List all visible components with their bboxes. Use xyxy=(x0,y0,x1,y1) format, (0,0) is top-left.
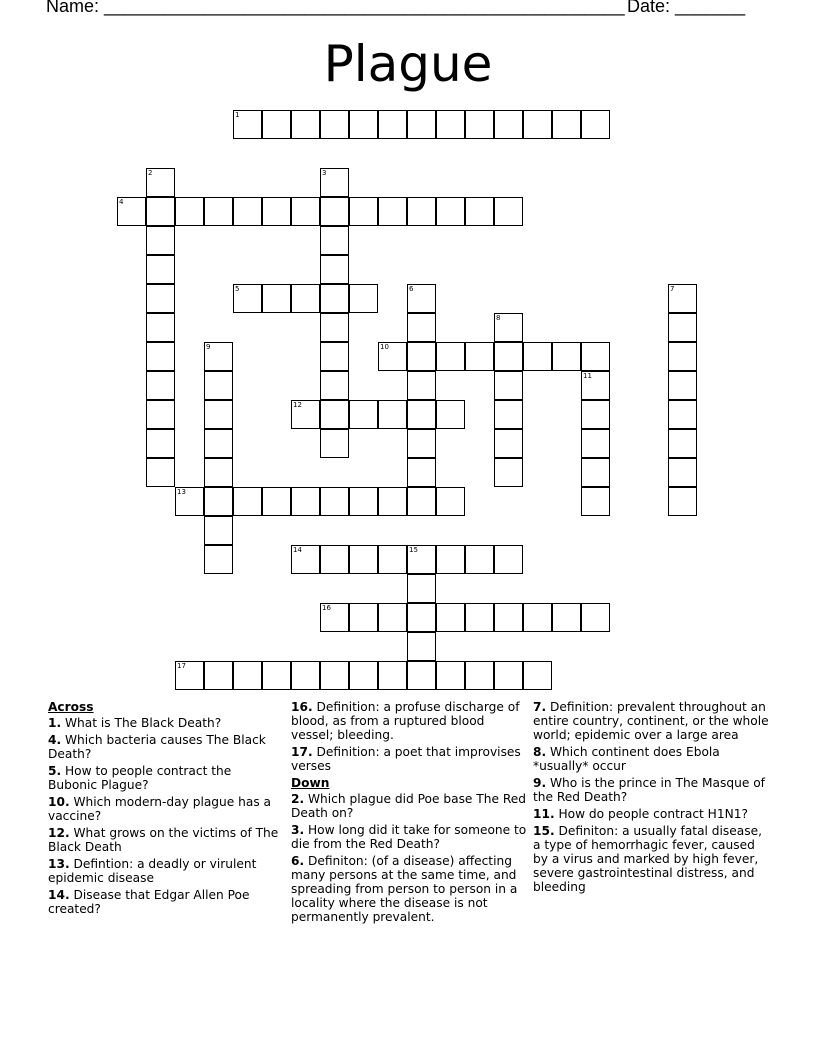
grid-cell[interactable] xyxy=(291,284,320,313)
grid-cell[interactable] xyxy=(117,197,146,226)
grid-cell[interactable] xyxy=(320,429,349,458)
grid-cell[interactable] xyxy=(146,168,175,197)
clue-number: 16 xyxy=(322,604,331,612)
grid-cell[interactable] xyxy=(407,313,436,342)
clue-number: 5 xyxy=(235,285,240,293)
grid-cell[interactable] xyxy=(204,197,233,226)
grid-cell[interactable] xyxy=(349,110,378,139)
grid-cell[interactable] xyxy=(668,284,697,313)
grid-cell[interactable] xyxy=(407,603,436,632)
page-title: Plague xyxy=(323,35,493,93)
clue-across-17: 17. Definition: a poet that improvises verses xyxy=(291,745,521,773)
grid-cell[interactable] xyxy=(465,661,494,690)
grid-cell[interactable] xyxy=(204,371,233,400)
clue-number: 4 xyxy=(119,198,124,206)
grid-cell[interactable] xyxy=(291,487,320,516)
grid-cell[interactable] xyxy=(262,197,291,226)
clue-across-13: 13. Defintion: a deadly or virulent epidemic disease xyxy=(48,857,257,885)
clue-number: 17 xyxy=(177,662,186,670)
clue-number: 1 xyxy=(235,111,240,119)
grid-cell[interactable] xyxy=(204,458,233,487)
grid-cell[interactable] xyxy=(465,545,494,574)
grid-cell[interactable] xyxy=(494,661,523,690)
grid-cell[interactable] xyxy=(378,342,407,371)
clue-number: 7 xyxy=(670,285,675,293)
grid-cell[interactable] xyxy=(291,400,320,429)
grid-cell[interactable] xyxy=(262,284,291,313)
grid-cell[interactable] xyxy=(407,458,436,487)
clue-across-10: 10. Which modern-day plague has a vaccine? xyxy=(48,795,272,823)
grid-cell[interactable] xyxy=(465,603,494,632)
grid-cell[interactable] xyxy=(581,603,610,632)
date-field[interactable]: Date: _______ xyxy=(627,0,746,16)
grid-cell[interactable] xyxy=(552,603,581,632)
clue-across-16: 16. Definition: a profuse discharge of blood, as from a ruptured blood vessel; bleeding. xyxy=(291,700,520,742)
grid-cell[interactable] xyxy=(146,226,175,255)
grid-cell[interactable] xyxy=(436,487,465,516)
clue-number: 15 xyxy=(409,546,418,554)
grid-cell[interactable] xyxy=(291,197,320,226)
grid-cell[interactable] xyxy=(465,342,494,371)
grid-cell[interactable] xyxy=(262,661,291,690)
grid-cell[interactable] xyxy=(407,429,436,458)
grid-cell[interactable] xyxy=(320,400,349,429)
grid-cell[interactable] xyxy=(320,371,349,400)
grid-cell[interactable] xyxy=(581,458,610,487)
grid-cell[interactable] xyxy=(233,487,262,516)
grid-cell[interactable] xyxy=(581,110,610,139)
grid-cell[interactable] xyxy=(494,603,523,632)
clue-number: 14 xyxy=(293,546,302,554)
clue-across-1: 1. What is The Black Death? xyxy=(48,716,222,730)
grid-cell[interactable] xyxy=(378,197,407,226)
grid-cell[interactable] xyxy=(378,661,407,690)
grid-cell[interactable] xyxy=(436,545,465,574)
clue-number: 11 xyxy=(583,372,592,380)
name-field[interactable]: Name: ____________________________________________________ xyxy=(46,0,625,16)
grid-cell[interactable] xyxy=(146,342,175,371)
grid-cell[interactable] xyxy=(494,400,523,429)
grid-cell[interactable] xyxy=(378,400,407,429)
grid-cell[interactable] xyxy=(523,110,552,139)
grid-cell[interactable] xyxy=(407,487,436,516)
grid-cell[interactable] xyxy=(494,197,523,226)
grid-cell[interactable] xyxy=(291,661,320,690)
grid-cell[interactable] xyxy=(407,545,436,574)
grid-cell[interactable] xyxy=(146,313,175,342)
grid-cell[interactable] xyxy=(494,545,523,574)
grid-cell[interactable] xyxy=(523,661,552,690)
clue-down-2: 2. Which plague did Poe base The Red Death on? xyxy=(291,792,526,820)
clue-across-5: 5. How to people contract the Bubonic Plague? xyxy=(48,764,232,792)
grid-cell[interactable] xyxy=(378,487,407,516)
grid-cell[interactable] xyxy=(349,284,378,313)
grid-cell[interactable] xyxy=(407,574,436,603)
grid-cell[interactable] xyxy=(146,255,175,284)
down-heading: Down xyxy=(291,776,330,790)
grid-cell[interactable] xyxy=(378,110,407,139)
grid-cell[interactable] xyxy=(146,284,175,313)
grid-cell[interactable] xyxy=(436,342,465,371)
grid-cell[interactable] xyxy=(320,197,349,226)
clue-across-12: 12. What grows on the victims of The Black Death xyxy=(48,826,279,854)
clue-down-3: 3. How long did it take for someone to die from the Red Death? xyxy=(291,823,527,851)
grid-cell[interactable] xyxy=(204,487,233,516)
clue-across-4: 4. Which bacteria causes The Black Death? xyxy=(48,733,266,761)
grid-cell[interactable] xyxy=(494,458,523,487)
grid-cell[interactable] xyxy=(233,197,262,226)
grid-cell[interactable] xyxy=(233,110,262,139)
grid-cell[interactable] xyxy=(581,429,610,458)
grid-cell[interactable] xyxy=(494,110,523,139)
grid-cell[interactable] xyxy=(494,371,523,400)
grid-cell[interactable] xyxy=(436,400,465,429)
grid-cell[interactable] xyxy=(233,661,262,690)
grid-cell[interactable] xyxy=(233,284,262,313)
grid-cell[interactable] xyxy=(494,429,523,458)
grid-cell[interactable] xyxy=(175,197,204,226)
grid-cell[interactable] xyxy=(349,661,378,690)
grid-cell[interactable] xyxy=(320,110,349,139)
grid-cell[interactable] xyxy=(349,603,378,632)
grid-cell[interactable] xyxy=(204,342,233,371)
grid-cell[interactable] xyxy=(320,342,349,371)
grid-cell[interactable] xyxy=(320,545,349,574)
grid-cell[interactable] xyxy=(407,197,436,226)
grid-cell[interactable] xyxy=(407,371,436,400)
clue-number: 9 xyxy=(206,343,211,351)
grid-cell[interactable] xyxy=(320,661,349,690)
grid-cell[interactable] xyxy=(407,632,436,661)
clue-number: 12 xyxy=(293,401,302,409)
grid-cell[interactable] xyxy=(378,545,407,574)
grid-cell[interactable] xyxy=(407,284,436,313)
clue-down-8: 8. Which continent does Ebola *usually* occur xyxy=(533,745,720,773)
clues-column-1 xyxy=(48,700,284,919)
grid-cell[interactable] xyxy=(204,400,233,429)
grid-cell[interactable] xyxy=(320,603,349,632)
grid-cell[interactable] xyxy=(465,197,494,226)
grid-cell[interactable] xyxy=(436,661,465,690)
grid-cell[interactable] xyxy=(175,487,204,516)
grid-cell[interactable] xyxy=(262,110,291,139)
grid-cell[interactable] xyxy=(175,661,204,690)
grid-cell[interactable] xyxy=(204,429,233,458)
grid-cell[interactable] xyxy=(436,197,465,226)
grid-cell[interactable] xyxy=(668,487,697,516)
grid-cell[interactable] xyxy=(146,458,175,487)
grid-cell[interactable] xyxy=(320,284,349,313)
grid-cell[interactable] xyxy=(320,226,349,255)
grid-cell[interactable] xyxy=(320,168,349,197)
grid-cell[interactable] xyxy=(436,110,465,139)
grid-cell[interactable] xyxy=(291,110,320,139)
grid-cell[interactable] xyxy=(407,400,436,429)
grid-cell[interactable] xyxy=(320,313,349,342)
grid-cell[interactable] xyxy=(436,603,465,632)
across-heading: Across xyxy=(48,700,94,714)
grid-cell[interactable] xyxy=(494,342,523,371)
grid-cell[interactable] xyxy=(668,400,697,429)
clues-column-2 xyxy=(291,700,527,927)
clue-number: 2 xyxy=(148,169,153,177)
grid-cell[interactable] xyxy=(668,313,697,342)
grid-cell[interactable] xyxy=(668,458,697,487)
grid-cell[interactable] xyxy=(320,255,349,284)
grid-cell[interactable] xyxy=(146,400,175,429)
grid-cell[interactable] xyxy=(349,487,378,516)
grid-cell[interactable] xyxy=(146,197,175,226)
grid-cell[interactable] xyxy=(523,603,552,632)
grid-cell[interactable] xyxy=(291,545,320,574)
grid-cell[interactable] xyxy=(349,197,378,226)
grid-cell[interactable] xyxy=(407,661,436,690)
grid-cell[interactable] xyxy=(552,110,581,139)
clue-down-9: 9. Who is the prince in The Masque of the Red Death? xyxy=(533,776,765,804)
clue-down-15: 15. Definiton: a usually fatal disease, a type of hemorrhagic fever, caused by a virus and marked by high fever, severe gastrointestinal distress, and bleeding xyxy=(533,824,762,894)
clue-number: 6 xyxy=(409,285,414,293)
grid-cell[interactable] xyxy=(407,342,436,371)
clue-number: 13 xyxy=(177,488,186,496)
grid-cell[interactable] xyxy=(668,342,697,371)
grid-cell[interactable] xyxy=(320,487,349,516)
grid-cell[interactable] xyxy=(581,371,610,400)
grid-cell[interactable] xyxy=(581,342,610,371)
clue-down-6: 6. Definiton: (of a disease) affecting many persons at the same time, and spreading from person to person in a locality where the disease is not permanently prevalent. xyxy=(291,854,518,924)
grid-cell[interactable] xyxy=(349,400,378,429)
grid-cell[interactable] xyxy=(407,110,436,139)
grid-cell[interactable] xyxy=(204,661,233,690)
grid-cell[interactable] xyxy=(204,545,233,574)
grid-cell[interactable] xyxy=(523,342,552,371)
grid-cell[interactable] xyxy=(581,487,610,516)
grid-cell[interactable] xyxy=(146,429,175,458)
grid-cell[interactable] xyxy=(204,516,233,545)
grid-cell[interactable] xyxy=(552,342,581,371)
grid-cell[interactable] xyxy=(668,371,697,400)
grid-cell[interactable] xyxy=(262,487,291,516)
clue-number: 3 xyxy=(322,169,327,177)
clue-number: 10 xyxy=(380,343,389,351)
grid-cell[interactable] xyxy=(349,545,378,574)
grid-cell[interactable] xyxy=(494,313,523,342)
grid-cell[interactable] xyxy=(378,603,407,632)
grid-cell[interactable] xyxy=(581,400,610,429)
clue-down-11: 11. How do people contract H1N1? xyxy=(533,807,748,821)
grid-cell[interactable] xyxy=(465,110,494,139)
clue-down-7: 7. Definition: prevalent throughout an entire country, continent, or the whole world; epidemic over a large area xyxy=(533,700,769,742)
clue-number: 8 xyxy=(496,314,501,322)
grid-cell[interactable] xyxy=(668,429,697,458)
clues-column-3 xyxy=(533,700,769,897)
clue-across-14: 14. Disease that Edgar Allen Poe created? xyxy=(48,888,250,916)
grid-cell[interactable] xyxy=(146,371,175,400)
